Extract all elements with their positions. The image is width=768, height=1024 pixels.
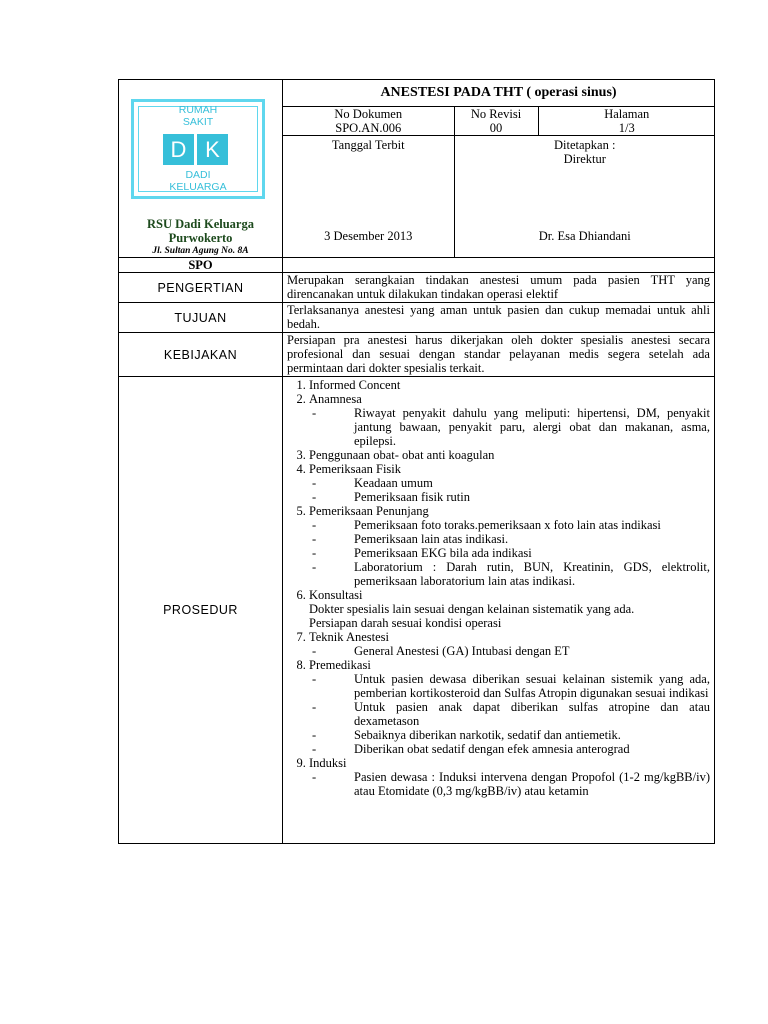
list-item: 6. Konsultasi Dokter spesialis lain sesuai dengan kelainan sistematik yang ada. Persiapan darah sesuai kondisi operasi: [309, 588, 710, 630]
list-item: 9. Induksi - Pasien dewasa : Induksi intervena dengan Propofol (1-2 mg/kgBB/iv) atau Etomidate (0,3 mg/kgBB/iv) atau ketamin: [309, 756, 710, 798]
list-item: - General Anestesi (GA) Intubasi dengan ET: [309, 644, 710, 658]
halaman-label: Halaman: [604, 107, 650, 121]
ditetapkan-label: Ditetapkan :: [554, 138, 616, 152]
prosedur-label: PROSEDUR: [119, 377, 283, 844]
prosedur-list: [287, 378, 710, 798]
tanggal-terbit-value: 3 Desember 2013: [324, 229, 413, 243]
tanggal-terbit-label: Tanggal Terbit: [331, 138, 405, 152]
spo-table: [118, 79, 715, 844]
list-item: 4. Pemeriksaan Fisik - Keadaan umum - Pemeriksaan fisik rutin: [309, 462, 710, 504]
header-right-cell: [283, 80, 715, 258]
list-item: 2. Anamnesa - Riwayat penyakit dahulu yang meliputi: hipertensi, DM, penyakit jantung bawaan, penyakit paru, alergi obat dan makanan, asma, epilepsi.: [309, 392, 710, 448]
ditetapkan-cell: [454, 136, 715, 258]
logo-top-text: RUMAH SAKIT: [178, 104, 218, 128]
list-item: - Pemeriksaan lain atas indikasi.: [309, 532, 710, 546]
list-item: - Sebaiknya diberikan narkotik, sedatif dan antiemetik.: [309, 728, 710, 742]
ditetapkan-role: Direktur: [563, 152, 606, 166]
list-item: - Untuk pasien anak dapat diberikan sulfas atropine dan atau dexametason: [309, 700, 710, 728]
no-revisi-value: 00: [489, 121, 503, 135]
list-item: - Pasien dewasa : Induksi intervena dengan Propofol (1-2 mg/kgBB/iv) atau Etomidate (0,3 mg/kgBB/iv) atau ketamin: [309, 770, 710, 798]
list-item: - Pemeriksaan EKG bila ada indikasi: [309, 546, 710, 560]
tujuan-label: TUJUAN: [119, 303, 283, 333]
logo-letter-d: D: [163, 134, 194, 165]
document-title: ANESTESI PADA THT ( operasi sinus): [380, 85, 617, 100]
spo-label: SPO: [119, 258, 283, 273]
list-item: - Keadaan umum: [309, 476, 710, 490]
no-dokumen-value: SPO.AN.006: [335, 121, 402, 135]
ditetapkan-name: Dr. Esa Dhiandani: [538, 229, 631, 243]
no-revisi-cell: [454, 107, 538, 136]
header-left-cell: [119, 80, 283, 258]
halaman-cell: [538, 107, 715, 136]
logo-bottom-text: DADI KELUARGA: [169, 169, 227, 193]
logo-letter-k: K: [197, 134, 228, 165]
list-item: - Diberikan obat sedatif dengan efek amnesia anterograd: [309, 742, 710, 756]
hospital-logo: [131, 99, 265, 199]
hospital-name: RSU Dadi Keluarga Purwokerto: [147, 217, 254, 245]
list-item: 8. Premedikasi - Untuk pasien dewasa diberikan sesuai kelainan sistemik yang ada, pemberian kortikosteroid dan Sulfas Atropin digunakan sesuai indikasi - Untuk pasien anak dapat diberikan sulfas atropine dan atau dexametason - Sebaiknya diberikan narkotik, sedatif dan antiemetik. - Diberikan obat sedatif dengan efek amnesia anterograd: [309, 658, 710, 756]
list-item: - Untuk pasien dewasa diberikan sesuai kelainan sistemik yang ada, pemberian kortikosteroid dan Sulfas Atropin digunakan sesuai indikasi: [309, 672, 710, 700]
document-info-table: [283, 106, 715, 257]
no-revisi-label: No Revisi: [470, 107, 522, 121]
list-item: - Pemeriksaan fisik rutin: [309, 490, 710, 504]
no-dokumen-label: No Dokumen: [334, 107, 403, 121]
list-item: - Laboratorium : Darah rutin, BUN, Kreatinin, GDS, elektrolit, pemeriksaan laboratorium lain atas indikasi.: [309, 560, 710, 588]
tujuan-text: Terlaksananya anestesi yang aman untuk pasien dan cukup memadai untuk ahli bedah.: [283, 303, 715, 333]
list-item: - Riwayat penyakit dahulu yang meliputi: hipertensi, DM, penyakit jantung bawaan, penyakit paru, alergi obat dan makanan, asma, epilepsi.: [309, 406, 710, 448]
kebijakan-text: Persiapan pra anestesi harus dikerjakan oleh dokter spesialis anestesi secara profesional dan sesuai dengan standar pelayanan medis segera setelah ada permintaan dari dokter spesialis terkait.: [283, 333, 715, 377]
list-item: 7. Teknik Anestesi - General Anestesi (GA) Intubasi dengan ET: [309, 630, 710, 658]
pengertian-text: Merupakan serangkaian tindakan anestesi umum pada pasien THT yang direncanakan untuk dilakukan tindakan operasi elektif: [283, 273, 715, 303]
prosedur-content: [283, 377, 715, 844]
konsultasi-text: Persiapan darah sesuai kondisi operasi: [309, 616, 502, 630]
list-item: 1. Informed Concent: [309, 378, 710, 392]
spo-document: [118, 79, 714, 844]
hospital-address: Jl. Sultan Agung No. 8A: [152, 246, 249, 256]
list-item: 3. Penggunaan obat- obat anti koagulan: [309, 448, 710, 462]
list-item: 5. Pemeriksaan Penunjang - Pemeriksaan foto toraks.pemeriksaan x foto lain atas indikasi - Pemeriksaan lain atas indikasi. - Pemeriksaan EKG bila ada indikasi - Laboratorium : Darah rutin, BUN, Kreatinin, GDS, elektrolit, pemeriksaan laboratorium lain atas indikasi.: [309, 504, 710, 588]
halaman-value: 1/3: [618, 121, 635, 135]
no-dokumen-cell: [283, 107, 454, 136]
tanggal-terbit-cell: [283, 136, 454, 258]
list-item: - Pemeriksaan foto toraks.pemeriksaan x foto lain atas indikasi: [309, 518, 710, 532]
konsultasi-text: Dokter spesialis lain sesuai dengan kelainan sistematik yang ada.: [309, 602, 635, 616]
kebijakan-label: KEBIJAKAN: [119, 333, 283, 377]
pengertian-label: PENGERTIAN: [119, 273, 283, 303]
